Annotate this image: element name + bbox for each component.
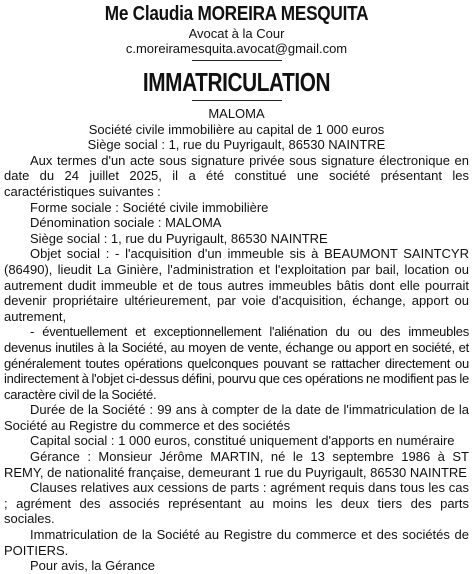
siege-social: Siège social : 1, rue du Puyrigault, 86530 NAINTRE [30, 230, 328, 246]
capital-social: Capital social : 1 000 euros, constitué uniquement d'apports en numéraire [30, 433, 455, 449]
firm-role: Avocat à la Cour [188, 26, 285, 41]
firm-email: c.moreiramesquita.avocat@gmail.com [125, 41, 348, 56]
header-divider [192, 60, 282, 61]
title-divider [192, 100, 282, 101]
company-name: MALOMA [208, 106, 265, 121]
immatriculation-rcs: Immatriculation de la Société au Registre du commerce et des sociétés de POITIERS. [4, 527, 469, 558]
intro-paragraph: Aux termes d'un acte sous signature privée sous signature électronique en date du 24 juillet 2025, il a été constitué une société présentant les caractéristiques suivantes : [4, 152, 469, 199]
denomination-sociale: Dénomination sociale : MALOMA [30, 215, 222, 231]
clauses-cessions: Clauses relatives aux cessions de parts : agrément requis dans tous les cas ; agrément des associés représentant au moins les deux tiers des parts sociales. [4, 480, 469, 527]
forme-sociale: Forme sociale : Société civile immobilière [30, 199, 269, 215]
notice-header [4, 2, 469, 153]
company-type: Société civile immobilière au capital de 1 000 euros [88, 121, 385, 137]
company-seat: Siège social : 1, rue du Puyrigault, 86530 NAINTRE [87, 137, 386, 153]
duree-societe: Durée de la Société : 99 ans à compter de la date de l'immatriculation de la Société au Registre du commerce et des sociétés [4, 402, 469, 433]
notice-title: IMMATRICULATION [142, 67, 331, 97]
objet-social: Objet social : - l'acquisition d'un immeuble sis à BEAUMONT SAINTCYR (86490), lieudit La Ginière, l'administration et l'exploitation par bail, location ou autrement dudit immeuble et de tous autres immeubles bâtis dont elle pourrait devenir propriétaire ultérieurement, par voie d'acquisition, échange, apport ou autrement, [4, 246, 469, 324]
firm-name: Me Claudia MOREIRA MESQUITA [104, 3, 369, 25]
notice-body [4, 153, 469, 574]
objet-social-continued: - éventuellement et exceptionnellement l'aliénation du ou des immeubles devenus inutiles à la Société, au moyen de vente, échange ou apport en société, et généralement toutes opérations quelconques pouvant se rattacher directement ou indirectement à l'objet ci-dessus défini, pourvu que ces opérations ne modifient pas le caractère civil de la Société. [4, 324, 469, 402]
gerance: Gérance : Monsieur Jérôme MARTIN, né le 13 septembre 1986 à ST REMY, de nationalité française, demeurant 1 rue du Puyrigault, 86530 NAINTRE [4, 449, 469, 480]
closing-signature: Pour avis, la Gérance [30, 558, 156, 574]
